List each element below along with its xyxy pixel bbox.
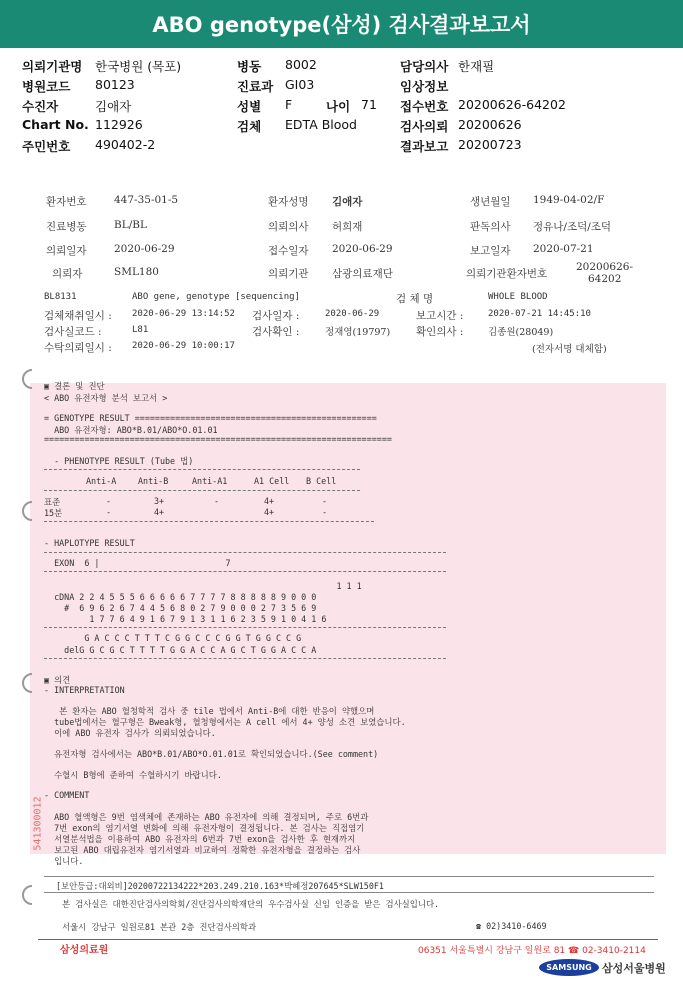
test-name: ABO gene, genotype [sequencing] xyxy=(132,292,300,302)
punch-hole xyxy=(20,884,34,906)
phenotype-cell: 4+ xyxy=(264,496,275,506)
label-patient: 수진자 xyxy=(22,99,59,114)
phenotype-row-label: 15분 xyxy=(44,508,63,518)
value-specimen: EDTA Blood xyxy=(285,117,357,132)
label-patient-no: 환자번호 xyxy=(46,196,87,208)
value-request-date: 20200626 xyxy=(458,117,522,132)
value-chart-no: 112926 xyxy=(95,117,143,132)
interp-line: 유전자형 검사에서는 ABO*B.01/ABO*O.01.01로 확인되었습니다.(See comment) xyxy=(44,749,379,759)
divider xyxy=(44,876,654,877)
label-room: 검사실코드 : xyxy=(44,326,102,338)
comment-line: 서열분석법을 이용하여 ABO 유전자의 6번과 7번 exon을 검사한 후 현재까지 xyxy=(44,834,356,844)
interp-line: 이에 ABO 유전자 검사가 의뢰되었습니다. xyxy=(44,728,216,738)
sequence-line: G A C C C T T T C G G C C C G G T G G C C G xyxy=(44,633,302,643)
divider xyxy=(44,490,360,491)
value-requester: SML180 xyxy=(114,266,159,278)
interp-line: 수혈시 B형에 준하여 수혈하시기 바랍니다. xyxy=(44,770,222,780)
phenotype-cell: 3+ xyxy=(154,496,165,506)
value-requesting-org: 한국병원 (목포) xyxy=(95,59,182,74)
cdna-line: 1 7 7 6 4 9 1 6 7 9 1 3 1 1 6 2 3 5 9 1 0 4 1 6 xyxy=(44,614,327,624)
interp-line: 본 환자는 ABO 혈청학적 검사 중 tile 법에서 Anti-B에 대한 반응이 약했으며 xyxy=(44,706,375,716)
label-report-date: 보고일자 xyxy=(470,245,511,257)
footer-rule xyxy=(38,939,658,940)
value-rx: 2020-06-29 10:00:17 xyxy=(132,341,235,351)
divider xyxy=(44,571,446,572)
test-code: BL8131 xyxy=(44,292,77,302)
phenotype-cell: - xyxy=(106,507,112,517)
punch-hole xyxy=(20,500,34,522)
label-resident-no: 주민번호 xyxy=(22,139,71,154)
value-patient-no: 447-35-01-5 xyxy=(114,194,179,206)
value-report-time: 2020-07-21 14:45:10 xyxy=(488,309,591,319)
value-room: L81 xyxy=(132,325,149,335)
side-serial-box xyxy=(32,770,46,880)
samsung-logo: SAMSUNG xyxy=(539,959,599,976)
value-specimen-name: WHOLE BLOOD xyxy=(488,292,548,302)
value-req-doctor: 허희재 xyxy=(332,221,363,233)
genotype-header: = GENOTYPE RESULT ================================================ xyxy=(44,413,377,423)
divider xyxy=(44,469,360,470)
cdna-line: # 6 9 6 2 6 7 4 4 5 6 8 0 2 7 9 0 0 0 2 7 3 5 6 9 xyxy=(44,603,317,613)
interp-line: tube법에서는 혈구형은 Bweak형, 혈청형에서는 A cell 에서 4+ 양성 소견 보였습니다. xyxy=(44,717,406,727)
divider xyxy=(44,892,654,893)
label-accession: 접수번호 xyxy=(400,99,449,114)
phenotype-cell: 4+ xyxy=(154,507,165,517)
exon-line: EXON 6 | 7 xyxy=(44,558,231,568)
label-department: 진료과 xyxy=(237,79,274,94)
value-report-date: 2020-07-21 xyxy=(533,243,594,255)
security-line: [보안등급:대외비]20200722134222*203.249.210.163*박혜정207645*SLW150F1 xyxy=(56,881,384,891)
divider xyxy=(44,552,446,553)
divider xyxy=(44,658,446,659)
genotype-rule: ===================================================================== xyxy=(44,434,392,444)
label-report-time: 보고시간 : xyxy=(416,310,464,322)
label-specimen-name: 검 체 명 xyxy=(396,293,434,305)
value-doctor: 한재필 xyxy=(458,59,495,74)
value-confirm-doc: 김종원(28049) xyxy=(488,327,554,338)
phenotype-header: - PHENOTYPE RESULT (Tube 법) xyxy=(44,456,194,466)
label-sex: 성별 xyxy=(237,99,262,114)
value-result-report: 20200723 xyxy=(458,137,522,152)
value-ward-2: BL/BL xyxy=(114,219,147,231)
value-recv-date: 2020-06-29 xyxy=(332,243,393,255)
value-read-doctor: 정유나/조덕/조덕 xyxy=(533,221,612,233)
value-department: GI03 xyxy=(285,77,315,92)
value-req-date: 2020-06-29 xyxy=(114,243,175,255)
label-rx: 수탁의뢰일시 : xyxy=(44,342,112,354)
label-requesting-org: 의뢰기관명 xyxy=(22,59,83,74)
label-clinical-info: 임상정보 xyxy=(400,79,449,94)
value-patient-name: 김애자 xyxy=(332,196,363,208)
value-req-org: 삼광의료재단 xyxy=(332,268,393,280)
value-collect: 2020-06-29 13:14:52 xyxy=(132,309,235,319)
label-age: 나이 xyxy=(326,99,351,114)
comment-line: 입니다. xyxy=(44,856,84,866)
value-ward: 8002 xyxy=(285,57,317,72)
cdna-line: 1 1 1 xyxy=(44,581,362,591)
comment-line: 보고된 ABO 대립유전자 염기서열과 비교하여 정확한 유전자형을 결정하는 검사 xyxy=(44,845,361,855)
value-req-org-no-2: 64202 xyxy=(588,273,622,285)
genotype-result: ABO 유전자형: ABO*B.01/ABO*O.01.01 xyxy=(44,425,218,435)
value-confirm: 정재영(19797) xyxy=(325,327,391,338)
label-exam-date: 검사일자 : xyxy=(252,310,300,322)
interpretation-title: - INTERPRETATION xyxy=(44,685,125,695)
label-confirm-doc: 확인의사 : xyxy=(416,326,464,338)
value-hospital-code: 80123 xyxy=(95,77,135,92)
label-birth: 생년월일 xyxy=(470,196,511,208)
phenotype-row-label: 표준 xyxy=(44,497,61,507)
cdna-line: cDNA 2 2 4 5 5 5 6 6 6 6 6 7 7 7 7 8 8 8 8 8 9 0 0 0 xyxy=(44,592,317,602)
phenotype-col: Anti-A xyxy=(86,476,117,486)
value-age: 71 xyxy=(361,97,377,112)
label-req-doctor: 의뢰의사 xyxy=(268,221,309,233)
phenotype-cell: - xyxy=(106,496,112,506)
label-req-org: 의뢰기관 xyxy=(268,268,309,280)
sequence-line: delG G C G C T T T T G G A C C A G C T G G A C C A xyxy=(44,645,317,655)
phenotype-cell: - xyxy=(214,496,220,506)
footer-left: 삼성의료원 xyxy=(60,945,109,956)
value-exam-date: 2020-06-29 xyxy=(325,309,380,319)
footer-address: 06351 서울특별시 강남구 일원로 81 ☎ 02-3410-2114 xyxy=(418,946,646,956)
label-request-date: 검사의뢰 xyxy=(400,119,449,134)
value-sex: F xyxy=(285,97,293,112)
punch-hole xyxy=(20,368,34,390)
lab-address: 서울시 강남구 일원로81 본관 2층 진단검사의학과 xyxy=(62,922,257,932)
value-req-org-no-1: 20200626- xyxy=(576,261,633,273)
haplotype-header: - HAPLOTYPE RESULT xyxy=(44,538,135,548)
value-resident-no: 490402-2 xyxy=(95,137,156,152)
divider xyxy=(44,627,446,628)
label-chart-no: Chart No. xyxy=(22,117,89,132)
phenotype-cell: - xyxy=(322,496,328,506)
report-title: ABO genotype(삼성) 검사결과보고서 xyxy=(0,0,683,48)
label-recv-date: 접수일자 xyxy=(268,245,309,257)
label-ward: 병동 xyxy=(237,59,262,74)
label-confirm: 검사확인 : xyxy=(252,326,300,338)
certification-text: 본 검사실은 대한진단검사의학회/진단검사의학재단의 우수검사실 신임 인증을 받은 검사실입니다. xyxy=(62,899,440,909)
phenotype-col: A1 Cell xyxy=(254,476,290,486)
comment-line: ABO 혈액형은 9번 염색체에 존재하는 ABO 유전자에 의해 결정되며, 주로 6번과 xyxy=(44,812,369,822)
punch-hole xyxy=(20,672,34,694)
opinion-title: ▣ 의견 xyxy=(44,675,71,685)
comment-title: - COMMENT xyxy=(44,790,90,800)
phenotype-col: Anti-A1 xyxy=(192,476,228,486)
label-requester: 의뢰자 xyxy=(52,268,83,280)
phenotype-cell: 4+ xyxy=(264,507,275,517)
section-subtitle: < ABO 유전자형 분석 보고서 > xyxy=(44,393,168,403)
lab-phone: ☎ 02)3410-6469 xyxy=(476,921,547,931)
value-birth: 1949-04-02/F xyxy=(533,194,605,206)
label-doctor: 담당의사 xyxy=(400,59,449,74)
esign-note: (전자서명 대체함) xyxy=(532,344,607,355)
value-accession: 20200626-64202 xyxy=(458,97,566,112)
label-hospital-code: 병원코드 xyxy=(22,79,71,94)
phenotype-col: Anti-B xyxy=(138,476,169,486)
section-title: ▣ 결론 및 진단 xyxy=(44,381,105,391)
label-specimen: 검체 xyxy=(237,119,262,134)
hospital-name: 삼성서울병원 xyxy=(602,962,666,975)
label-req-date: 의뢰일자 xyxy=(46,245,87,257)
label-req-org-no: 의뢰기관환자번호 xyxy=(466,268,548,280)
label-read-doctor: 판독의사 xyxy=(470,221,511,233)
label-patient-name: 환자성명 xyxy=(268,196,309,208)
value-patient: 김애자 xyxy=(95,99,132,114)
label-ward-2: 진료병동 xyxy=(46,221,87,233)
side-serial-number: 541300012 xyxy=(32,796,44,851)
label-collect: 검체채취일시 : xyxy=(44,310,112,322)
phenotype-col: B Cell xyxy=(306,476,337,486)
comment-line: 7번 exon의 염기서열 변화에 의해 유전자형이 결정됩니다. 본 검사는 직접염기 xyxy=(44,823,365,833)
divider xyxy=(44,521,374,522)
label-result-report: 결과보고 xyxy=(400,139,449,154)
phenotype-cell: - xyxy=(322,507,328,517)
